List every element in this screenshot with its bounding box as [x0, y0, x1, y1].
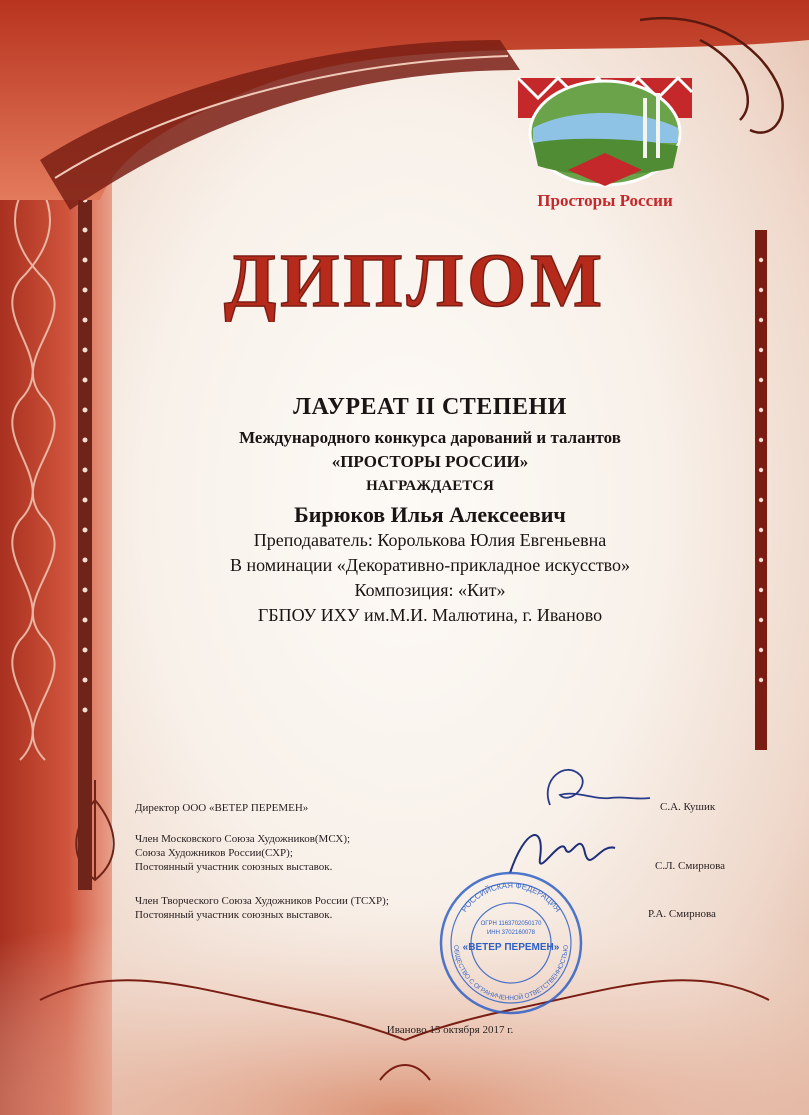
composition-line: Композиция: «Кит»: [354, 580, 506, 600]
winner-name: Бирюков Илья Алексеевич: [294, 502, 566, 527]
signatory-3-name: Р.А. Смирнова: [648, 908, 716, 920]
right-stripe-dots: [759, 258, 763, 682]
signatory-3-line: Член Творческого Союза Художников России (ТСХР);: [135, 895, 389, 907]
teacher-line: Преподаватель: Королькова Юлия Евгеньевна: [253, 530, 607, 550]
stamp-bottom-text: ОБЩЕСТВО С ОГРАНИЧЕННОЙ ОТВЕТСТВЕННОСТЬЮ: [451, 944, 571, 1003]
signatory-3-line: Постоянный участник союзных выставок.: [135, 909, 333, 921]
stamp-inn: ИНН 3702160078: [486, 930, 536, 936]
signatory-3-title: [135, 894, 389, 922]
signatory-1-name: С.А. Кушик: [660, 801, 716, 813]
prostory-rossii-logo: [508, 58, 702, 218]
signatory-2-title: [135, 832, 350, 874]
signatory-2-line: Союза Художников России(СХР);: [135, 847, 293, 859]
contest-name: «ПРОСТОРЫ РОССИИ»: [331, 452, 529, 471]
awarded-label: НАГРАЖДАЕТСЯ: [366, 478, 494, 494]
stamp-top-text: РОССИЙСКАЯ ФЕДЕРАЦИЯ: [459, 880, 563, 914]
laureate-heading: ЛАУРЕАТ II СТЕПЕНИ: [293, 394, 567, 420]
svg-text:РОССИЙСКАЯ ФЕДЕРАЦИЯ: [459, 881, 562, 914]
logo-title: Просторы России: [537, 191, 673, 210]
stamp-ogrn: ОГРН 1163702050170: [480, 921, 542, 927]
title-text: ДИПЛОМ: [224, 239, 606, 322]
signatory-2-line: Постоянный участник союзных выставок.: [135, 861, 333, 873]
stamp-center-text: «ВЕТЕР ПЕРЕМЕН»: [462, 942, 560, 953]
signatory-2-line: Член Московского Союза Художников(МСХ);: [135, 833, 351, 845]
company-stamp: [436, 868, 586, 1018]
signatory-2-name: С.Л. Смирнова: [655, 860, 726, 872]
signature-1-scribble: [535, 760, 655, 820]
nomination-line: В номинации «Декоративно-прикладное искусство»: [229, 555, 631, 575]
signatory-1-title: [135, 801, 308, 815]
right-dotted-stripe: [755, 230, 767, 750]
signatory-1-line: Директор ООО «ВЕТЕР ПЕРЕМЕН»: [135, 802, 309, 814]
diploma-title: [205, 232, 625, 322]
contest-line: Международного конкурса дарований и талантов: [239, 428, 621, 447]
place-and-date: Иваново 15 октября 2017 г.: [386, 1024, 514, 1036]
school-line: ГБПОУ ИХУ им.М.И. Малютина, г. Иваново: [257, 605, 603, 625]
